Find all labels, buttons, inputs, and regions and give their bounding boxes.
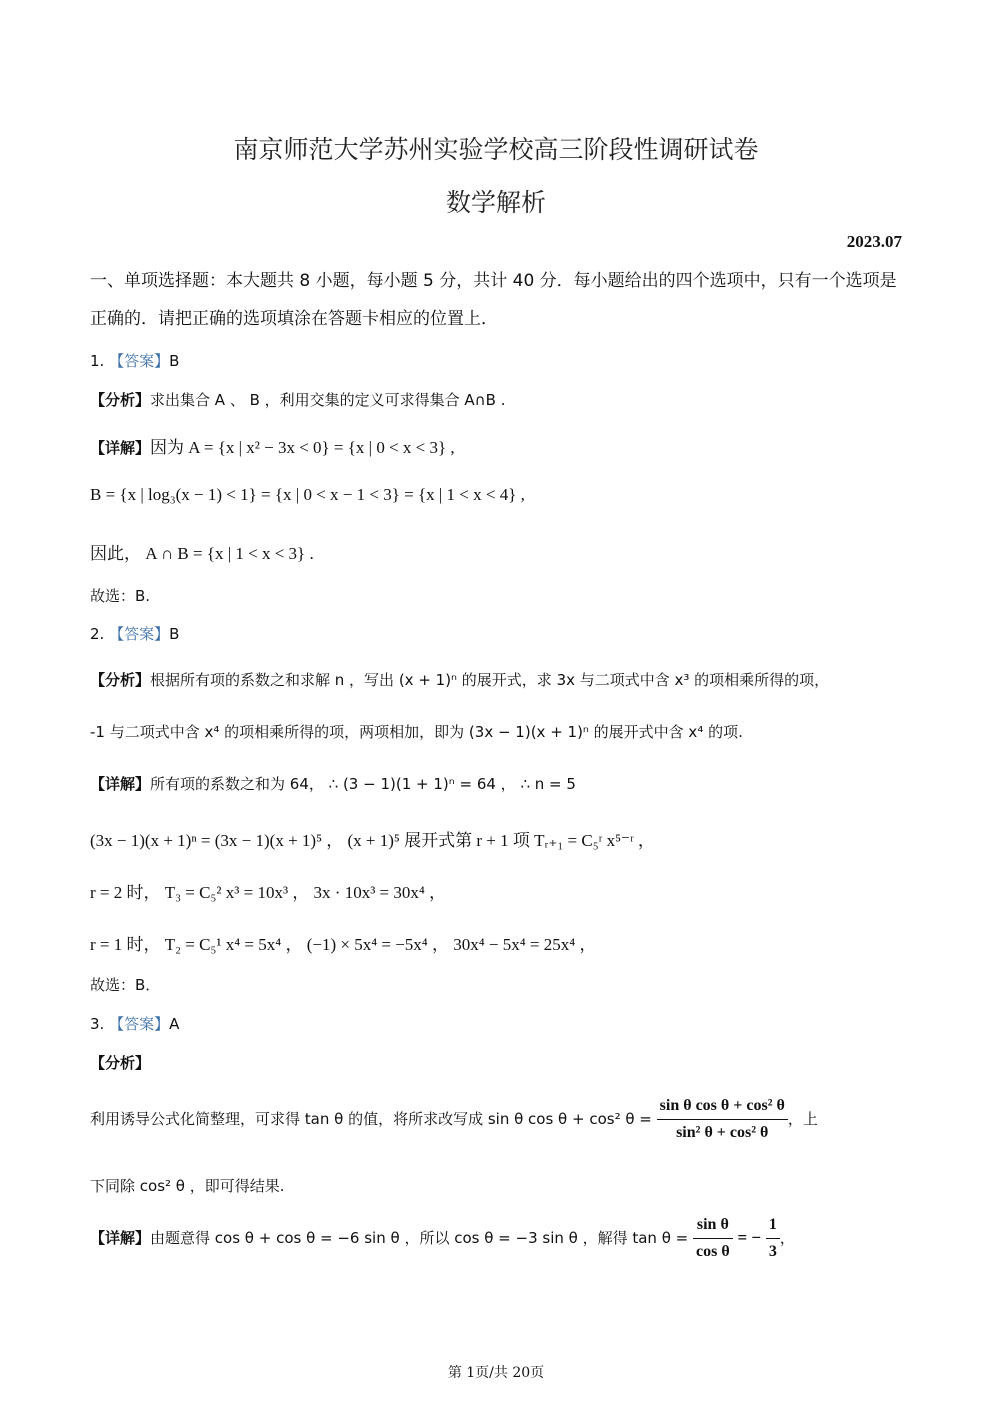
q1-answer-line	[90, 351, 902, 371]
q2-conclusion: 故选：B．	[90, 976, 161, 994]
q1-number: 1.	[90, 352, 105, 370]
q3-answer-tag: 【答案】	[109, 1015, 170, 1033]
q1-detail-line-1	[90, 433, 902, 458]
q1-answer-tag: 【答案】	[109, 352, 170, 370]
q3-detail-tag: 【详解】	[90, 1229, 151, 1247]
q2-detail-1: 所有项的系数之和为 64， ∴ (3 − 1)(1 + 1)ⁿ = 64 ， ∴ n = 5	[150, 775, 576, 793]
q2-answer: B	[169, 625, 180, 643]
q1-analysis-tag: 【分析】	[90, 391, 151, 409]
q3-answer-line	[90, 1014, 902, 1034]
page-title: 南京师范大学苏州实验学校高三阶段性调研试卷	[233, 135, 759, 164]
q3-analysis-frac-num: sin θ cos θ + cos² θ	[657, 1096, 788, 1120]
q3-detail-frac1-num: sin θ	[693, 1215, 733, 1239]
q2-analysis-1: 根据所有项的系数之和求解 n ，写出 (x + 1)ⁿ 的展开式，求 3x 与二项式中含 x³ 的项相乘所得的项，	[150, 671, 830, 689]
q1-detail-tag: 【详解】	[90, 439, 151, 457]
q2-detail-2: (3x − 1)(x + 1)ⁿ = (3x − 1)(x + 1)⁵ ， (x + 1)⁵ 展开式第 r + 1 项 Tᵣ₊₁ = C₅ʳ x⁵⁻ʳ ，	[90, 831, 655, 850]
q1-analysis: 求出集合 A 、 B ，利用交集的定义可求得集合 A∩B .	[150, 391, 506, 409]
q2-answer-tag: 【答案】	[109, 625, 170, 643]
page-subtitle: 数学解析	[445, 188, 546, 217]
q3-detail-eq: = −	[737, 1228, 762, 1247]
q1-analysis-line	[90, 390, 902, 410]
q1-detail-3: 因此， A ∩ B = {x | 1 < x < 3} .	[90, 544, 314, 563]
document-date: 2023.07	[846, 232, 902, 251]
q3-detail-line-1	[90, 1215, 902, 1262]
q1-detail-2: B = {x | log₃(x − 1) < 1} = {x | 0 < x − 1 < 3} = {x | 1 < x < 4} ,	[90, 485, 525, 504]
q2-analysis-line-2: -1 与二项式中含 x⁴ 的项相乘所得的项，两项相加，即为 (3x − 1)(x + 1)ⁿ 的展开式中含 x⁴ 的项.	[90, 723, 743, 741]
q3-analysis-line-1	[90, 1096, 902, 1143]
page-footer: 第 1页/共 20页	[447, 1365, 545, 1381]
q2-detail-line-2	[90, 826, 902, 851]
q2-detail-line-1	[90, 774, 902, 794]
q1-conclusion: 故选：B.	[90, 587, 151, 605]
q2-analysis-tag: 【分析】	[90, 671, 151, 689]
section-intro: 一、单项选择题：本大题共 8 小题，每小题 5 分，共计 40 分．每小题给出的四个选项中，只有一个选项是正确的．请把正确的选项填涂在答题卡相应的位置上．	[90, 271, 897, 329]
q3-analysis-heading	[90, 1053, 902, 1073]
q3-analysis-tag: 【分析】	[90, 1054, 151, 1072]
q1-detail-line-2	[90, 485, 902, 505]
q3-answer: A	[169, 1015, 180, 1033]
q2-detail-line-4	[90, 930, 902, 955]
q2-answer-line	[90, 624, 902, 644]
q2-detail-tag: 【详解】	[90, 775, 151, 793]
q3-detail-1a: 由题意得 cos θ + cos θ = −6 sin θ ，所以 cos θ = −3 sin θ ，解得 tan θ =	[150, 1229, 689, 1247]
q1-answer: B	[169, 352, 180, 370]
q1-detail-1: 因为 A = {x | x² − 3x < 0} = {x | 0 < x < 3} ,	[150, 438, 455, 457]
q2-detail-3: r = 2 时， T₃ = C₅² x³ = 10x³ ， 3x · 10x³ = 30x⁴ ，	[90, 883, 447, 902]
q3-detail-tail: ，	[779, 1229, 795, 1247]
q3-detail-frac1-den: cos θ	[696, 1243, 730, 1260]
q2-analysis-line-1	[90, 670, 902, 690]
q3-analysis-line-2: 下同除 cos² θ ，即可得结果.	[90, 1177, 285, 1195]
q3-analysis-frac-den: sin² θ + cos² θ	[676, 1124, 769, 1141]
q3-analysis-1a: 利用诱导公式化简整理，可求得 tan θ 的值，将所求改写成 sin θ cos θ + cos² θ =	[90, 1110, 652, 1128]
q3-analysis-1b: ，上	[787, 1110, 818, 1128]
q3-detail-fraction-1	[693, 1215, 733, 1262]
q3-detail-frac2-den: 3	[768, 1243, 777, 1260]
q2-detail-4: r = 1 时， T₂ = C₅¹ x⁴ = 5x⁴ ， (−1) × 5x⁴ = −5x⁴ ， 30x⁴ − 5x⁴ = 25x⁴ ，	[90, 935, 597, 954]
q3-number: 3.	[90, 1015, 105, 1033]
q3-detail-fraction-2	[766, 1215, 780, 1262]
q3-analysis-fraction	[657, 1096, 788, 1143]
q2-number: 2.	[90, 625, 105, 643]
q1-detail-line-3	[90, 539, 902, 564]
q3-detail-frac2-num: 1	[766, 1215, 780, 1239]
q2-detail-line-3	[90, 878, 902, 903]
